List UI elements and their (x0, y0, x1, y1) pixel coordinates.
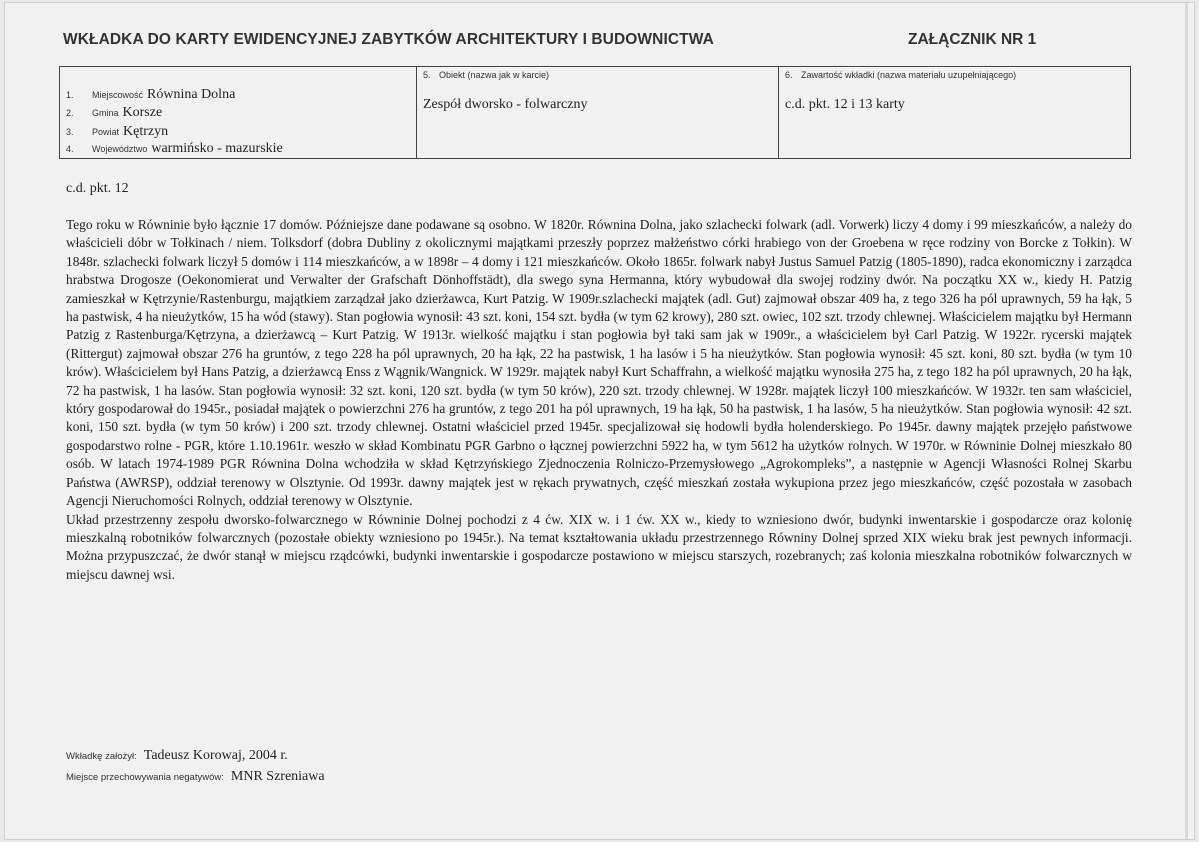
column-number: 6. (785, 70, 793, 80)
body-paragraph-2: Układ przestrzenny zespołu dworsko-folwarcznego w Równinie Dolnej pochodzi z 4 ćw. XIX w. i 1 ćw. XX w., kiedy to wzniesiono dwór, budynki inwentarskie i gospodarcze oraz kolonię mieszkalną robotników folwarcznych (pozostałe obiekty wzniesiono po 1945r.). Na temat kształtowania układu przestrzennego Równiny Dolnej sprzed XIX wieku brak jest pewnych informacji. Można przypuszczać, że dwór stanął w miejscu rządcówki, budynki inwentarskie i gospodarcze postawiono w miejscu starszych, rozebranych; zaś kolonia mieszkalna robotników folwarcznych w miejscu dawnej wsi. (66, 511, 1132, 582)
object-header (423, 70, 549, 80)
column-label: Zawartość wkładki (nazwa materiału uzupełniającego) (801, 70, 1017, 80)
location-row-county (66, 122, 168, 140)
row-number: 1. (66, 90, 74, 100)
storage-value: MNR Szreniawa (230, 769, 325, 784)
content-cell (778, 67, 1130, 158)
location-cell (60, 67, 416, 158)
location-row-commune (66, 103, 162, 121)
metadata-table (59, 66, 1131, 159)
content-header (785, 70, 1016, 80)
body-paragraph-1: Tego roku w Równinie było łącznie 17 domów. Późniejsze dane podawane są osobno. W 1820r. Równina Dolna, jako szlachecki folwark (adl. Vorwerk) liczy 4 domy i 99 mieszkańców, a należy do właścicieli dóbr w Tołkinach / niem. Tolksdorf (dobra Dubliny z okolicznymi majątkami przeszły poprzez małżeństwo córki hrabiego von der Groebena w ręce rodziny von Borcke z Tołkin). W 1848r. szlachecki folwark liczył 5 domów i 114 mieszkańców, a w 1898r – 4 domy i 121 mieszkańców. Około 1865r. folwark nabył Justus Samuel Patzig (1805-1890), radca ekonomiczny i zarządca hrabstwa Drogosze (Oekonomierat und Verwalter der Grafschaft Dönhoffstädt), dla swego syna Hermanna, który wybudował dla swojej rodziny dwór. Na początku XX w., kiedy H. Patzig zamieszkał w Kętrzynie/Rastenburgu, majątkiem zarządzał jako dzierżawca, Kurt Patzig. W 1909r.szlachecki majątek (adl. Gut) zajmował obszar 409 ha, z tego 326 ha pól uprawnych, 59 ha łąk, 5 ha pastwisk, 4 ha nieużytków, 15 ha wód (stawy). Stan pogłowia wynosił: 43 szt. koni, 154 szt. bydła (w tym 62 krowy), 280 szt. owiec, 102 szt. trzody chlewnej. Właścicielem majątku był Hermann Patzig z Rastenburga/Kętrzyna, a dzierżawcą – Kurt Patzig. W 1913r. wielkość majątku i stan pogłowia był taki sam jak w 1909r., a właścicielem był Carl Patzig. W 1922r. rycerski majątek (Rittergut) zajmował obszar 276 ha gruntów, z tego 228 ha pól uprawnych, 20 ha łąk, 22 ha pastwisk, 1 ha lasów i 5 ha nieużytków. Stan pogłowia wynosił: 45 szt. koni, 80 szt. bydła (w tym 10 krów). Właścicielem był Hans Patzig, a dzierżawcą Enss z Wągnik/Wangnick. W 1929r. majątek nabył Kurt Schaffrahn, a wielkość majątku wynosiła 275 ha, z tego 182 ha pól uprawnych, 20 ha łąk, 72 ha pastwisk, 1 ha lasów. Stan pogłowia wynosił: 32 szt. koni, 120 szt. bydła (w tym 50 krów), 220 szt. trzody chlewnej. W 1928r. majątek liczył 100 mieszkańców. W 1932r. ten sam właściciel, który gospodarował do 1945r., posiadał majątek o powierzchni 276 ha gruntów, z tego 201 ha pól uprawnych, 19 ha łąk, 50 ha pastwisk, 1 ha lasów, 5 ha nieużytków. Stan pogłowia wynosił: 42 szt. koni, 150 szt. bydła (w tym 50 krów) i 200 szt. trzody chlewnej. Ostatni właściciel przed 1945r. specjalizował się hodowli bydła holenderskiego. Po 1945r. dawny majątek przejęło państwowe gospodarstwo rolne - PGR, które 1.10.1961r. weszło w skład Kombinatu PGR Garbno o łącznej powierzchni 5922 ha, w tym 5612 ha użytków rolnych. W 1970r. w Równinie Dolnej mieszkało 80 osób. W latach 1974-1989 PGR Równina Dolna wchodziła w skład Kętrzyńskiego Zjednoczenia Rolniczo-Przemysłowego „Agrokompleks”, a następnie w Agencji Własności Rolnej Skarbu Państwa (AWRSP), oddział terenowy w Olsztynie. Od 1993r. dawny majątek jest w rękach prywatnych, część mieszkań została wykupiona przez jego mieszkańców, część pozostała w zasobach Agencji Nieruchomości Rolnych, oddział terenowy w Olsztynie. (66, 217, 1132, 509)
row-number: 3. (66, 127, 74, 137)
author-label: Wkładkę założył: (66, 751, 137, 762)
section-label: c.d. pkt. 12 (66, 181, 129, 196)
location-row-voivodeship (66, 139, 283, 157)
field-label: Miejscowość (92, 90, 144, 100)
field-label: Województwo (92, 144, 148, 154)
location-row-locality (66, 85, 235, 103)
column-number: 5. (423, 70, 431, 80)
storage-label: Miejsce przechowywania negatywów: (66, 772, 224, 783)
author-value: Tadeusz Korowaj, 2004 r. (143, 748, 288, 763)
page-edge (1185, 3, 1188, 839)
document-sheet (4, 2, 1195, 840)
field-label: Powiat (92, 127, 120, 137)
document-title: WKŁADKA DO KARTY EWIDENCYJNEJ ZABYTKÓW ARCHITEKTURY I BUDOWNICTWA (63, 31, 714, 48)
row-number: 4. (66, 144, 74, 154)
content-value: c.d. pkt. 12 i 13 karty (785, 97, 905, 112)
body-text (66, 216, 1132, 584)
field-value: Korsze (122, 105, 163, 120)
field-label: Gmina (92, 108, 119, 118)
column-label: Obiekt (nazwa jak w karcie) (439, 70, 550, 80)
footer-author (66, 746, 288, 764)
attachment-label: ZAŁĄCZNIK NR 1 (908, 31, 1037, 48)
field-value: Równina Dolna (147, 87, 236, 102)
footer-storage (66, 767, 325, 785)
object-value: Zespół dworsko - folwarczny (423, 97, 588, 112)
field-value: Kętrzyn (123, 124, 169, 139)
object-cell (416, 67, 779, 158)
field-value: warmińsko - mazurskie (151, 141, 283, 156)
row-number: 2. (66, 108, 74, 118)
